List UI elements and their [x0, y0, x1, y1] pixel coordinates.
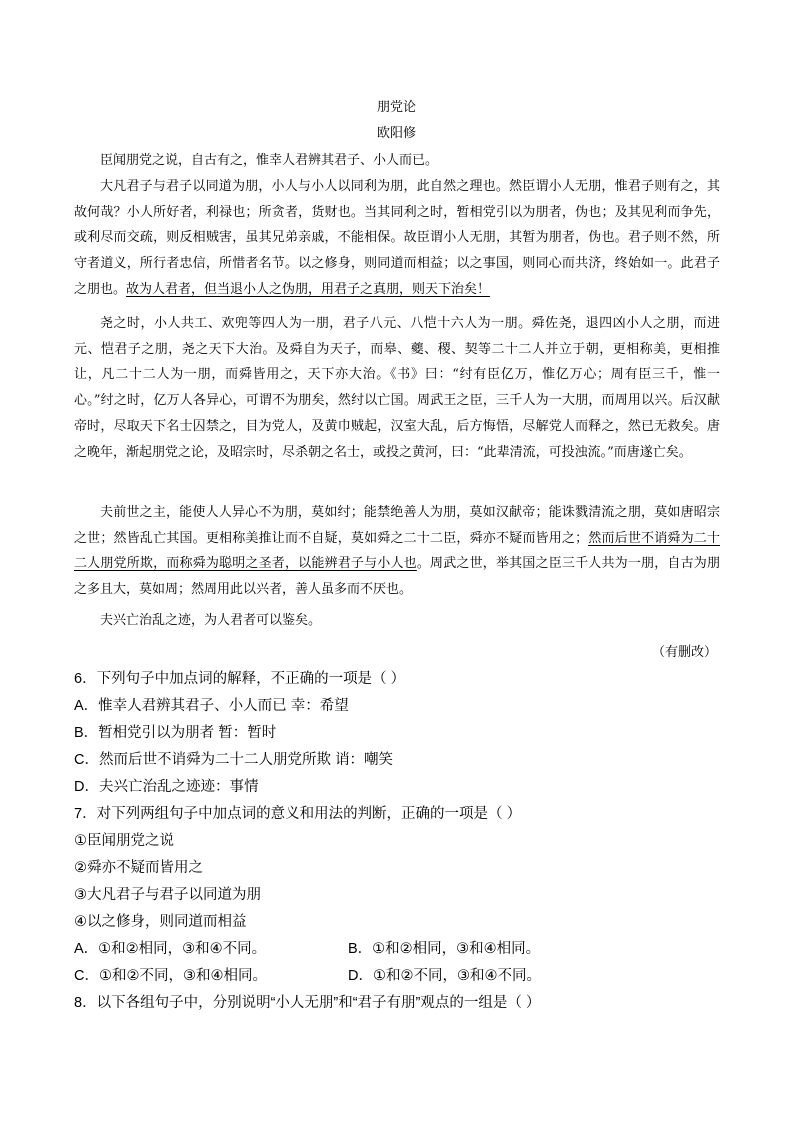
- question-7-stem: 7．对下列两组句子中加点词的意义和用法的判断，正确的一项是（ ）: [74, 806, 522, 822]
- paragraph-1: 臣闻朋党之说，自古有之，惟幸人君辨其君子、小人而已。: [100, 153, 439, 168]
- article-title: 朋党论: [376, 100, 416, 115]
- question-7-option-a: A．①和②相同，③和④不同。: [74, 941, 267, 957]
- question-6-stem: 6．下列句子中加点词的解释，不正确的一项是（ ）: [74, 671, 406, 687]
- question-7-option-b: B．①和②相同，③和④相同。: [348, 941, 541, 957]
- question-7-option-d: D．①和②不同，③和④不同。: [348, 968, 541, 984]
- paragraph-5: 夫兴亡治乱之迹，为人君者可以鉴矣。: [100, 613, 322, 628]
- source-note: （有删改）: [651, 645, 717, 660]
- paragraph-2-text: 大凡君子与君子以同道为朋，小人与小人以同利为朋，此自然之理也。然臣谓小人无朋，惟君子则有之，其故何哉？小人所好者，利禄也；所贪者，货财也。当其同利之时，暂相党引以为朋者，伪也；及其见利而争先，或利尽而交疏，则反相贼害，虽其兄弟亲戚，不能相保。故臣谓小人无朋，其暂为朋者，伪也。君子则不然，所守者道义，所行者忠信，所惜者名节。以之修身，则同道而相益；以之事国，则同心而共济，终始如一。此君子之朋也。: [74, 179, 720, 297]
- question-7-sentence-2: ②舜亦不疑而皆用之: [74, 860, 203, 876]
- paragraph-2: [74, 174, 720, 303]
- question-7-sentence-3: ③大凡君子与君子以同道为朋: [74, 887, 261, 903]
- article-author: 欧阳修: [376, 126, 416, 141]
- paragraph-3: 尧之时，小人共工、欢兜等四人为一朋，君子八元、八恺十六人为一朋。舜佐尧，退四凶小人之朋，而进元、恺君子之朋，尧之天下大治。及舜自为天子，而皋、夔、稷、契等二十二人并立于朝，更相称美，更相推让，凡二十二人为一朋，而舜皆用之，天下亦大治。《书》曰：“纣有臣亿万，惟亿万心；周有臣三千，惟一心。”纣之时，亿万人各异心，可谓不为朋矣，然纣以亡国。周武王之臣，三千人为一大朋，而周用以兴。后汉献帝时，尽取天下名士囚禁之，目为党人，及黄巾贼起，汉室大乱，后方悔悟，尽解党人而释之，然已无救矣。唐之晚年，渐起朋党之论，及昭宗时，尽杀朝之名士，或投之黄河，曰：“此辈清流，可投浊流。”而唐遂亡矣。: [74, 316, 720, 460]
- question-6-option-d: D．夫兴亡治乱之迹迹：事情: [74, 779, 259, 795]
- paragraph-4-text: 夫前世之主，能使人人异心不为朋，莫如纣；能禁绝善人为朋，莫如汉献帝；能诛戮清流之朋，莫如唐昭宗之世；然皆乱亡其国。更相称美推让而不自疑，莫如舜之二十二臣，舜亦不疑而皆用之；: [74, 505, 720, 546]
- question-8-stem: 8．以下各组句子中，分别说明“小人无朋”和“君子有朋”观点的一组是（ ）: [74, 995, 541, 1011]
- question-7-option-c: C．①和②不同，③和④相同。: [74, 968, 267, 984]
- question-6-option-a: A．惟幸人君辨其君子、小人而已 幸：希望: [74, 698, 349, 714]
- paragraph-4-text-end: 。周武之世，举其国之臣三千人共为一朋，自古为朋之多且大，莫如周；然周用此以兴者，善人虽多而不厌也。: [74, 556, 720, 598]
- question-6-option-c: C．然而后世不诮舜为二十二人朋党所欺 诮：嘲笑: [74, 752, 393, 768]
- question-6-option-b: B．暂相党引以为朋者 暂：暂时: [74, 725, 277, 741]
- paragraph-4: [74, 500, 720, 603]
- question-7-sentence-1: ①臣闻朋党之说: [74, 833, 174, 849]
- question-7-sentence-4: ④以之修身，则同道而相益: [74, 914, 247, 930]
- paragraph-4-underlined: 然而后世不诮舜为二十二人朋党所欺，而称舜为聪明之圣者，以能辨君子与小人也: [74, 530, 720, 572]
- paragraph-2-underlined: 故为人君者，但当退小人之伪朋，用君子之真朋，则天下治矣！: [126, 281, 491, 297]
